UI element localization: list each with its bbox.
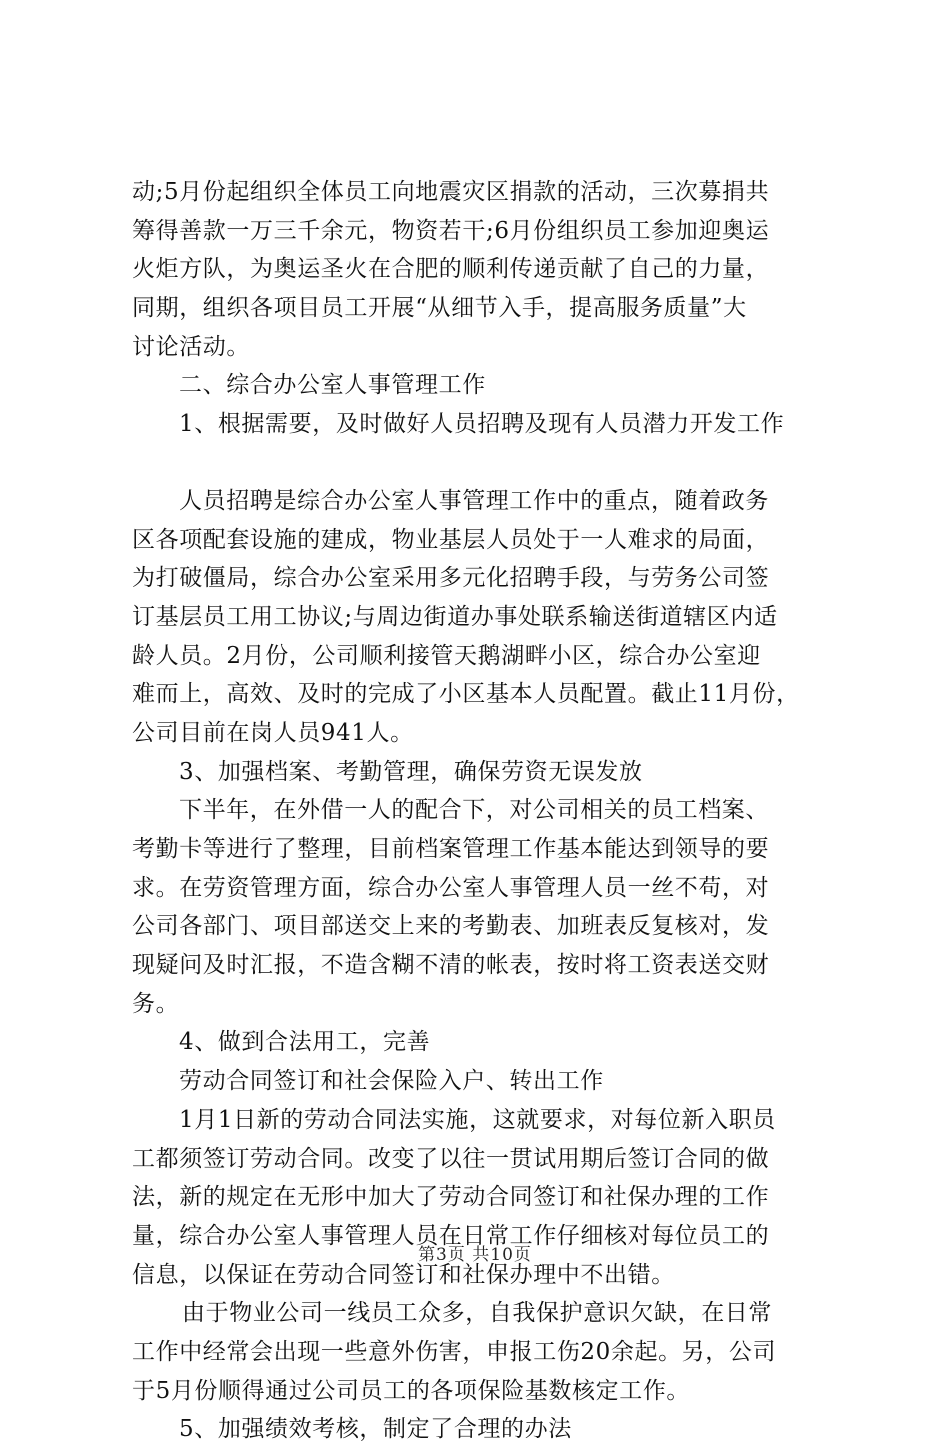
text-line: 公司目前在岗人员941人。 xyxy=(132,719,414,746)
text-line: 工作中经常会出现一些意外伤害，申报工伤20余起。另，公司 xyxy=(132,1338,777,1365)
text-line: 订基层员工用工协议;与周边街道办事处联系输送街道辖区内适 xyxy=(132,603,778,630)
text-line: 筹得善款一万三千余元，物资若干;6月份组织员工参加迎奥运 xyxy=(132,217,770,244)
text-line: 求。在劳资管理方面，综合办公室人事管理人员一丝不苟，对 xyxy=(132,874,770,901)
text-line: 考勤卡等进行了整理，目前档案管理工作基本能达到领导的要 xyxy=(132,836,770,862)
text-line: 人员招聘是综合办公室人事管理工作中的重点，随着政务 xyxy=(179,487,769,514)
subsection-heading: 4、做到合法用工，完善 xyxy=(179,1029,431,1056)
subsection-heading: 3、加强档案、考勤管理，确保劳资无误发放 xyxy=(179,758,643,785)
text-line: 讨论活动。 xyxy=(132,333,250,360)
text-line: 于5月份顺得通过公司员工的各项保险基数核定工作。 xyxy=(132,1377,691,1404)
text-line: 为打破僵局，综合办公室采用多元化招聘手段，与劳务公司签 xyxy=(132,565,770,592)
section-heading: 二、综合办公室人事管理工作 xyxy=(179,372,486,399)
subsection-heading: 1、根据需要，及时做好人员招聘及现有人员潜力开发工作 xyxy=(179,411,785,438)
text-line: 公司各部门、项目部送交上来的考勤表、加班表反复核对，发 xyxy=(132,913,770,940)
text-line: 1月1日新的劳动合同法实施，这就要求，对每位新入职员 xyxy=(179,1106,776,1133)
text-line: 动;5月份起组织全体员工向地震灾区捐款的活动，三次募捐共 xyxy=(132,179,770,205)
text-line: 工都须签订劳动合同。改变了以往一贯试用期后签订合同的做 xyxy=(132,1145,770,1172)
text-line: 区各项配套设施的建成，物业基层人员处于一人难求的局面， xyxy=(132,526,770,553)
text-line: 龄人员。2月份，公司顺利接管天鹅湖畔小区，综合办公室迎 xyxy=(132,642,761,669)
text-line: 同期，组织各项目员工开展“从细节入手，提高服务质量”大 xyxy=(132,295,747,322)
text-line: 法，新的规定在无形中加大了劳动合同签订和社保办理的工作 xyxy=(132,1184,770,1211)
paragraph-gap xyxy=(132,444,832,482)
text-line: 信息，以保证在劳动合同签订和社保办理中不出错。 xyxy=(132,1261,675,1288)
page-number-footer: 第3页 共10页 xyxy=(418,1245,532,1265)
text-line: 量，综合办公室人事管理人员在日常工作仔细核对每位员工的 xyxy=(132,1222,770,1249)
text-line: 难而上，高效、及时的完成了小区基本人员配置。截止11月份， xyxy=(132,681,800,708)
text-line: 下半年，在外借一人的配合下，对公司相关的员工档案、 xyxy=(179,797,769,824)
subsection-heading: 5、加强绩效考核，制定了合理的办法 xyxy=(179,1416,572,1443)
text-line: 务。 xyxy=(132,990,180,1017)
text-line: 现疑问及时汇报，不造含糊不清的帐表，按时将工资表送交财 xyxy=(132,952,770,979)
text-line: 由于物业公司一线员工众多，自我保护意识欠缺，在日常 xyxy=(182,1300,772,1327)
subsection-heading-continued: 劳动合同签订和社会保险入户、转出工作 xyxy=(179,1068,604,1095)
text-line: 火炬方队，为奥运圣火在合肥的顺利传递贡献了自己的力量， xyxy=(132,256,770,283)
